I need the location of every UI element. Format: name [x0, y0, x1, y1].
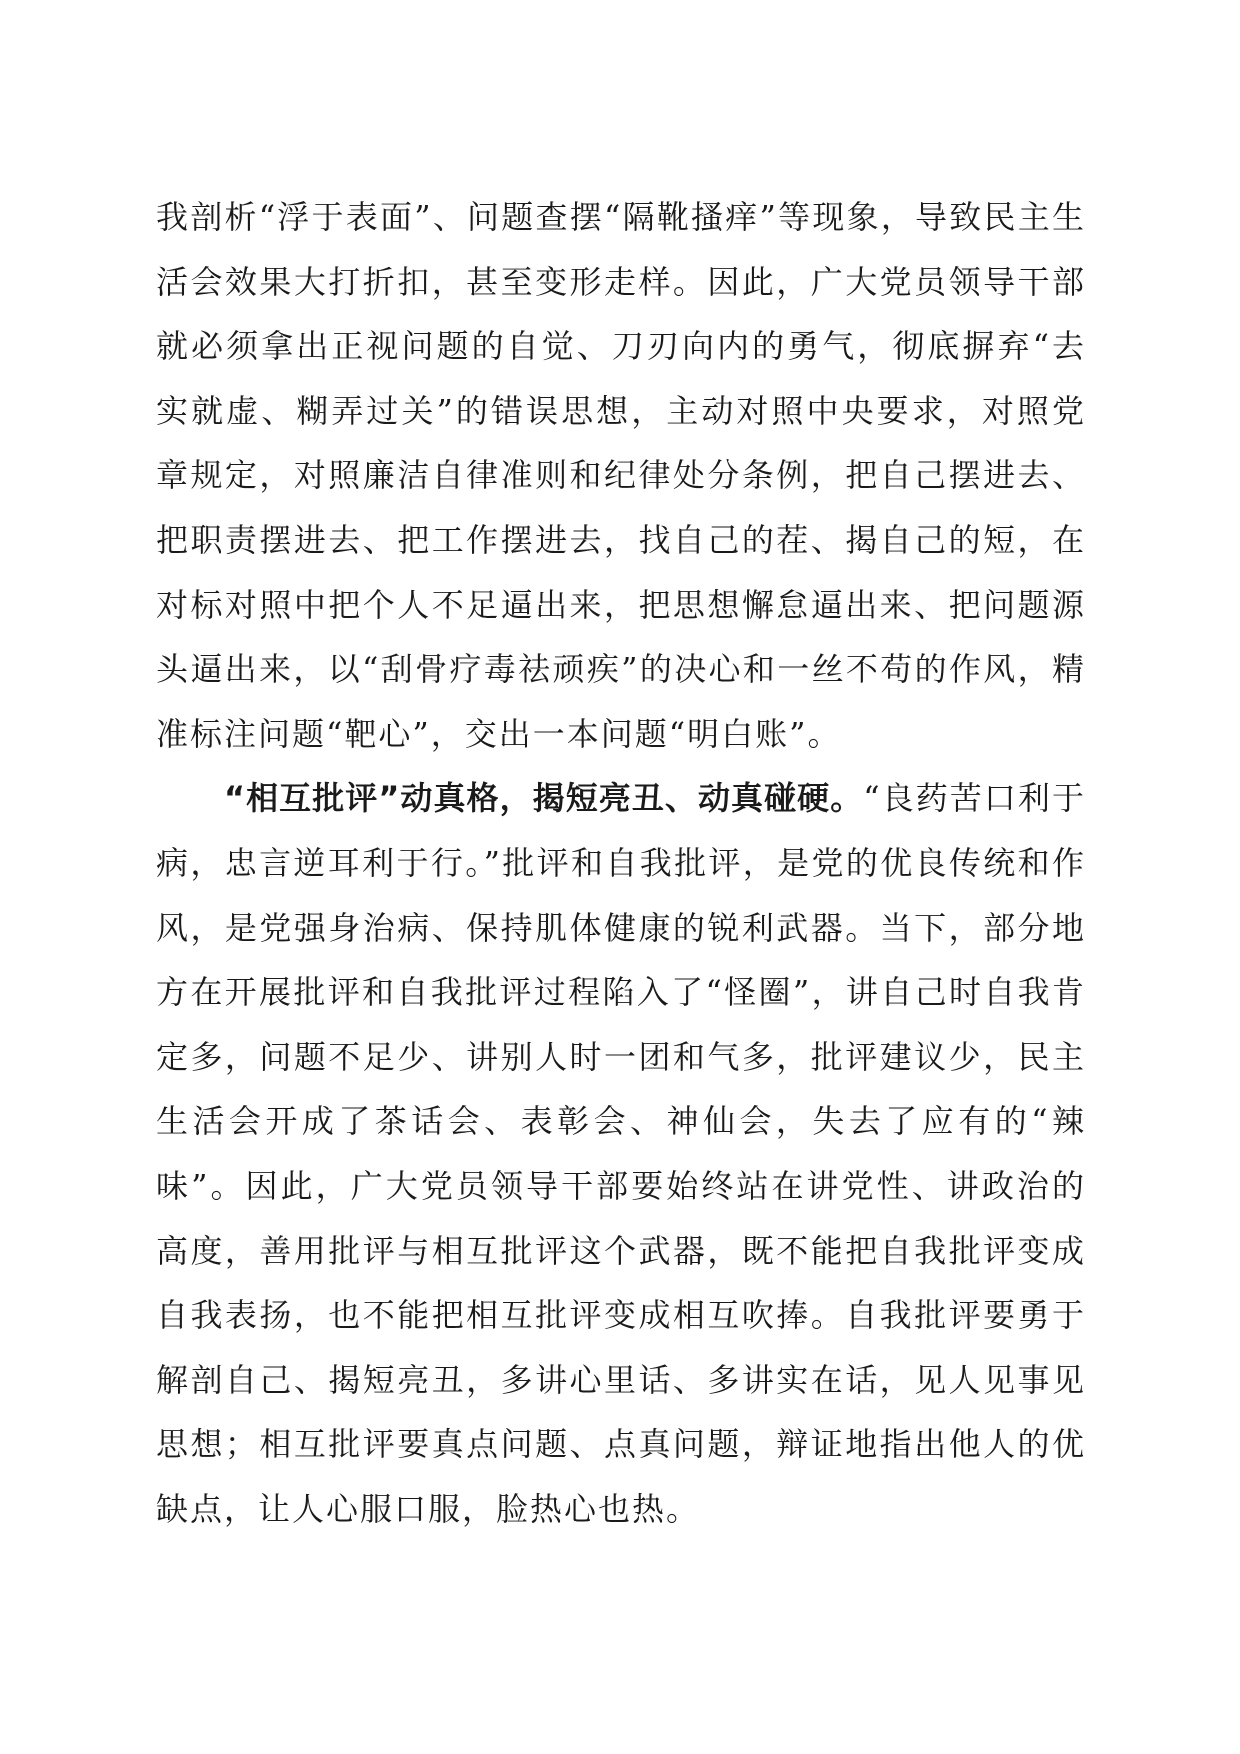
paragraph-text: 我剖析“浮于表面”、问题查摆“隔靴搔痒”等现象，导致民主生活会效果大打折扣，甚至变形走样。因此，广大党员领导干部就必须拿出正视问题的自觉、刀刃向内的勇气，彻底摒弃“去实就虚、糊弄过关”的错误思想，主动对照中央要求，对照党章规定，对照廉洁自律准则和纪律处分条例，把自己摆进去、把职责摆进去、把工作摆进去，找自己的茬、揭自己的短，在对标对照中把个人不足逼出来，把思想懈怠逼出来、把问题源头逼出来，以“刮骨疗毒祛顽疾”的决心和一丝不苟的作风，精准标注问题“靶心”，交出一本问题“明白账”。: [156, 198, 1086, 753]
document-body: [156, 185, 1086, 1541]
paragraph-continued: [156, 185, 1086, 766]
paragraph-text: “良药苦口利于病，忠言逆耳利于行。”批评和自我批评，是党的优良传统和作风，是党强身治病、保持肌体健康的锐利武器。当下，部分地方在开展批评和自我批评过程陷入了“怪圈”，讲自己时自我肯定多，问题不足少、讲别人时一团和气多，批评建议少，民主生活会开成了茶话会、表彰会、神仙会，失去了应有的“辣味”。因此，广大党员领导干部要始终站在讲党性、讲政治的高度，善用批评与相互批评这个武器，既不能把自我批评变成自我表扬，也不能把相互批评变成相互吹捧。自我批评要勇于解剖自己、揭短亮丑，多讲心里话、多讲实在话，见人见事见思想；相互批评要真点问题、点真问题，辩证地指出他人的优缺点，让人心服口服，脸热心也热。: [156, 779, 1086, 1528]
paragraph-mutual-criticism: [156, 766, 1086, 1541]
paragraph-heading: “相互批评”动真格，揭短亮丑、动真碰硬。: [224, 779, 864, 818]
